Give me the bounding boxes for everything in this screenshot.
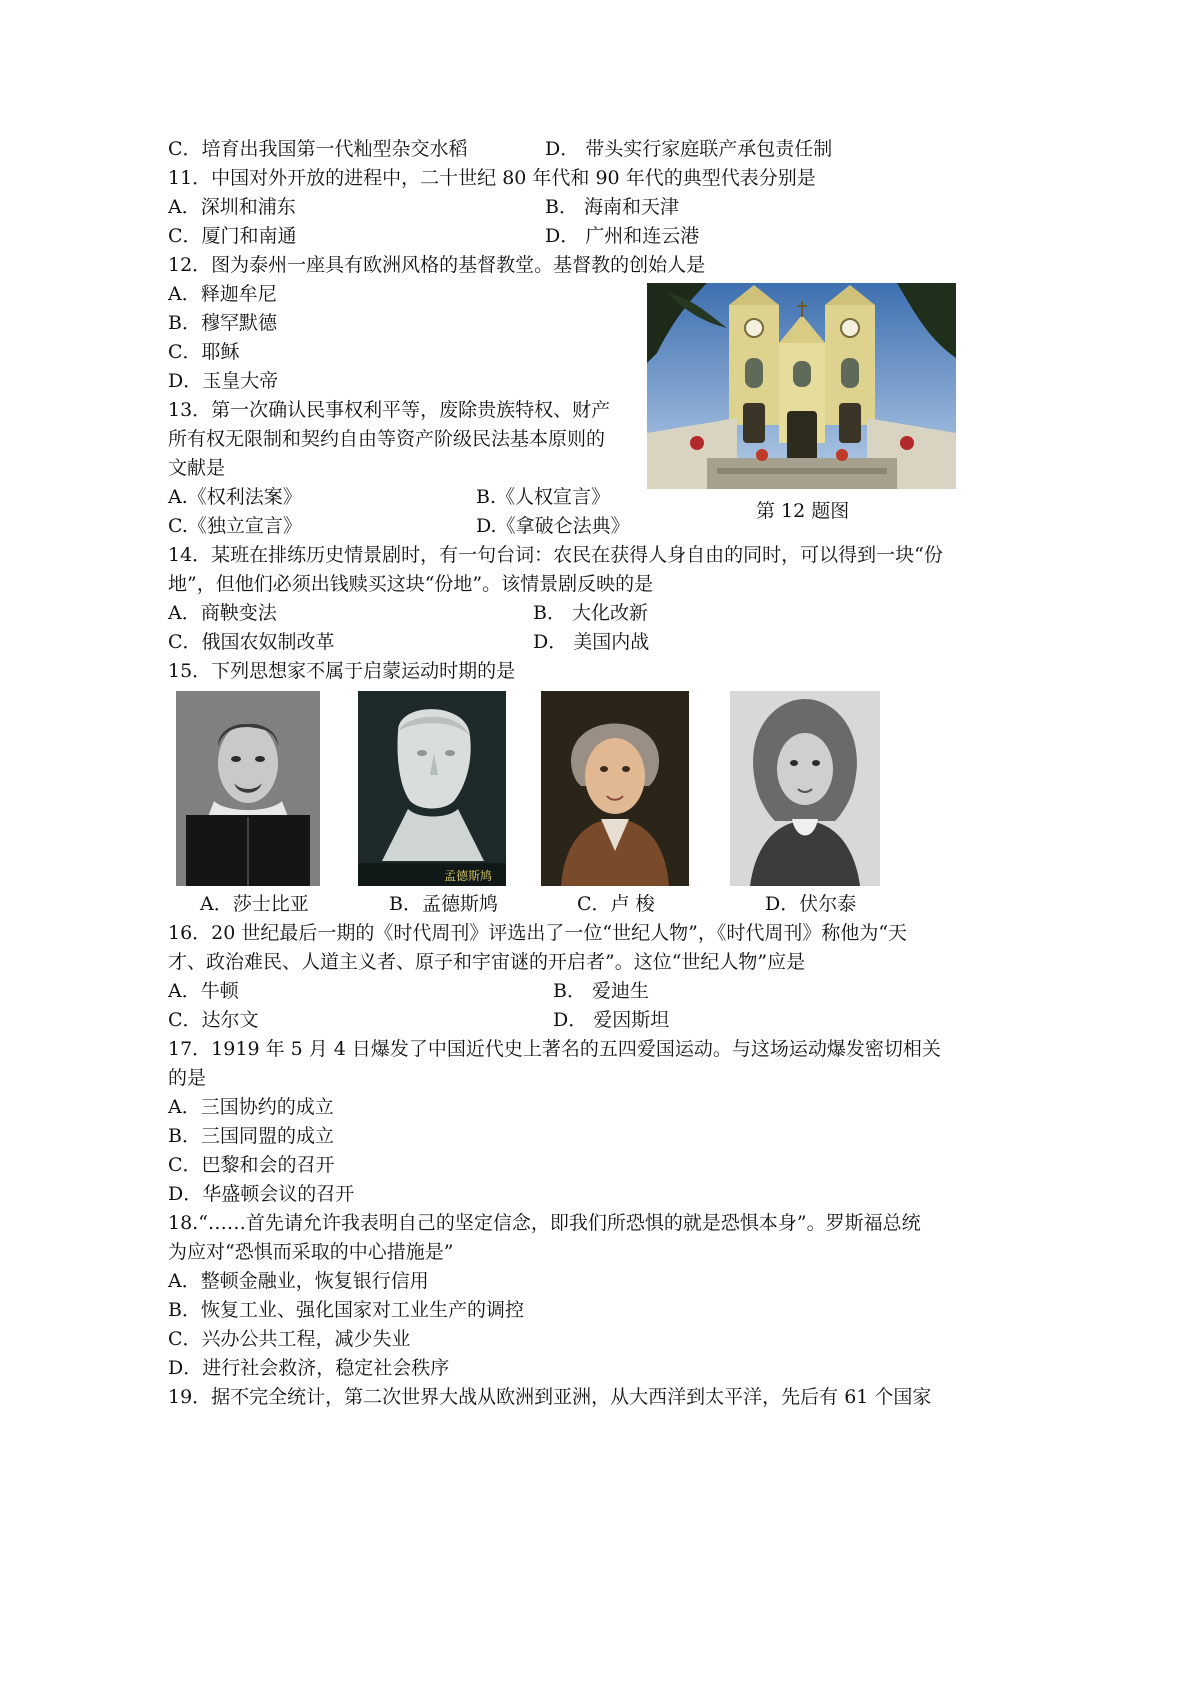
q16-stem-line2: 才、政治难民、人道主义者、原子和宇宙谜的开启者”。这位“世纪人物”应是 bbox=[168, 951, 806, 973]
q17-option-b: B．三国同盟的成立 bbox=[168, 1125, 334, 1147]
q12-option-a: A．释迦牟尼 bbox=[168, 283, 277, 305]
q18-stem-line1: 18.“……首先请允许我表明自己的坚定信念，即我们所恐惧的就是恐惧本身”。罗斯福总统 bbox=[168, 1212, 921, 1234]
church-photo bbox=[647, 283, 956, 489]
q13-stem-line2: 所有权无限制和契约自由等资产阶级民法基本原则的 bbox=[168, 428, 606, 450]
q14-option-a: A．商鞅变法 bbox=[168, 602, 277, 624]
q16-option-c: C．达尔文 bbox=[168, 1009, 259, 1031]
q19-stem-line1: 19．据不完全统计，第二次世界大战从欧洲到亚洲，从大西洋到太平洋，先后有 61 个国家 bbox=[168, 1386, 932, 1408]
portrait-rousseau bbox=[541, 691, 689, 886]
q11-option-b: B． 海南和天津 bbox=[545, 196, 680, 218]
q13-option-c: C.《独立宣言》 bbox=[168, 515, 302, 537]
q12-figure-caption: 第 12 题图 bbox=[756, 500, 850, 522]
q13-option-d: D.《拿破仑法典》 bbox=[476, 515, 630, 537]
q16-option-b: B． 爱迪生 bbox=[553, 980, 650, 1002]
q15-option-a: A．莎士比亚 bbox=[200, 893, 309, 915]
q14-option-d: D． 美国内战 bbox=[533, 631, 650, 653]
q13-option-b: B.《人权宣言》 bbox=[476, 486, 611, 508]
portrait-voltaire bbox=[730, 691, 880, 886]
q12-stem: 12．图为泰州一座具有欧洲风格的基督教堂。基督教的创始人是 bbox=[168, 254, 706, 276]
q11-option-a: A．深圳和浦东 bbox=[168, 196, 296, 218]
q16-stem-line1: 16．20 世纪最后一期的《时代周刊》评选出了一位“世纪人物”，《时代周刊》称他为“天 bbox=[168, 922, 908, 944]
q18-option-c: C．兴办公共工程，减少失业 bbox=[168, 1328, 411, 1350]
q10-option-d: D． 带头实行家庭联产承包责任制 bbox=[545, 138, 833, 160]
portrait-shakespeare bbox=[176, 691, 320, 886]
q18-option-d: D．进行社会救济，稳定社会秩序 bbox=[168, 1357, 450, 1379]
q12-option-c: C．耶稣 bbox=[168, 341, 240, 363]
q14-stem-line1: 14．某班在排练历史情景剧时，有一句台词：农民在获得人身自由的同时，可以得到一块“份 bbox=[168, 544, 943, 566]
q14-option-b: B． 大化改新 bbox=[533, 602, 649, 624]
q17-option-a: A．三国协约的成立 bbox=[168, 1096, 334, 1118]
q13-stem-line1: 13．第一次确认民事权利平等，废除贵族特权、财产 bbox=[168, 399, 611, 421]
q11-stem: 11．中国对外开放的进程中，二十世纪 80 年代和 90 年代的典型代表分别是 bbox=[168, 167, 816, 189]
q18-stem-line2: 为应对“恐惧而采取的中心措施是” bbox=[168, 1241, 454, 1263]
q16-option-a: A．牛顿 bbox=[168, 980, 239, 1002]
q12-option-d: D．玉皇大帝 bbox=[168, 370, 279, 392]
portrait-montesquieu-watermark: 孟德斯鸠 bbox=[444, 869, 493, 883]
q14-stem-line2: 地”，但他们必须出钱赎买这块“份地”。该情景剧反映的是 bbox=[168, 573, 654, 595]
q13-option-a: A.《权利法案》 bbox=[168, 486, 302, 508]
portrait-montesquieu bbox=[358, 691, 506, 886]
q15-option-d: D．伏尔泰 bbox=[765, 893, 857, 915]
q11-option-d: D． 广州和连云港 bbox=[545, 225, 700, 247]
q15-option-c: C．卢 梭 bbox=[577, 893, 655, 915]
q15-option-b: B．孟德斯鸠 bbox=[389, 893, 498, 915]
q17-stem-line1: 17．1919 年 5 月 4 日爆发了中国近代史上著名的五四爱国运动。与这场运动爆发密切相关 bbox=[168, 1038, 941, 1060]
q10-option-c: C．培育出我国第一代籼型杂交水稻 bbox=[168, 138, 468, 160]
q14-option-c: C．俄国农奴制改革 bbox=[168, 631, 335, 653]
q11-option-c: C．厦门和南通 bbox=[168, 225, 297, 247]
q16-option-d: D． 爱因斯坦 bbox=[553, 1009, 670, 1031]
q13-stem-line3: 文献是 bbox=[168, 457, 226, 479]
q17-option-c: C．巴黎和会的召开 bbox=[168, 1154, 335, 1176]
q18-option-a: A．整顿金融业，恢复银行信用 bbox=[168, 1270, 429, 1292]
q18-option-b: B．恢复工业、强化国家对工业生产的调控 bbox=[168, 1299, 524, 1321]
q17-stem-line2: 的是 bbox=[168, 1067, 207, 1089]
q17-option-d: D．华盛顿会议的召开 bbox=[168, 1183, 355, 1205]
q12-option-b: B．穆罕默德 bbox=[168, 312, 277, 334]
q15-stem: 15．下列思想家不属于启蒙运动时期的是 bbox=[168, 660, 516, 682]
